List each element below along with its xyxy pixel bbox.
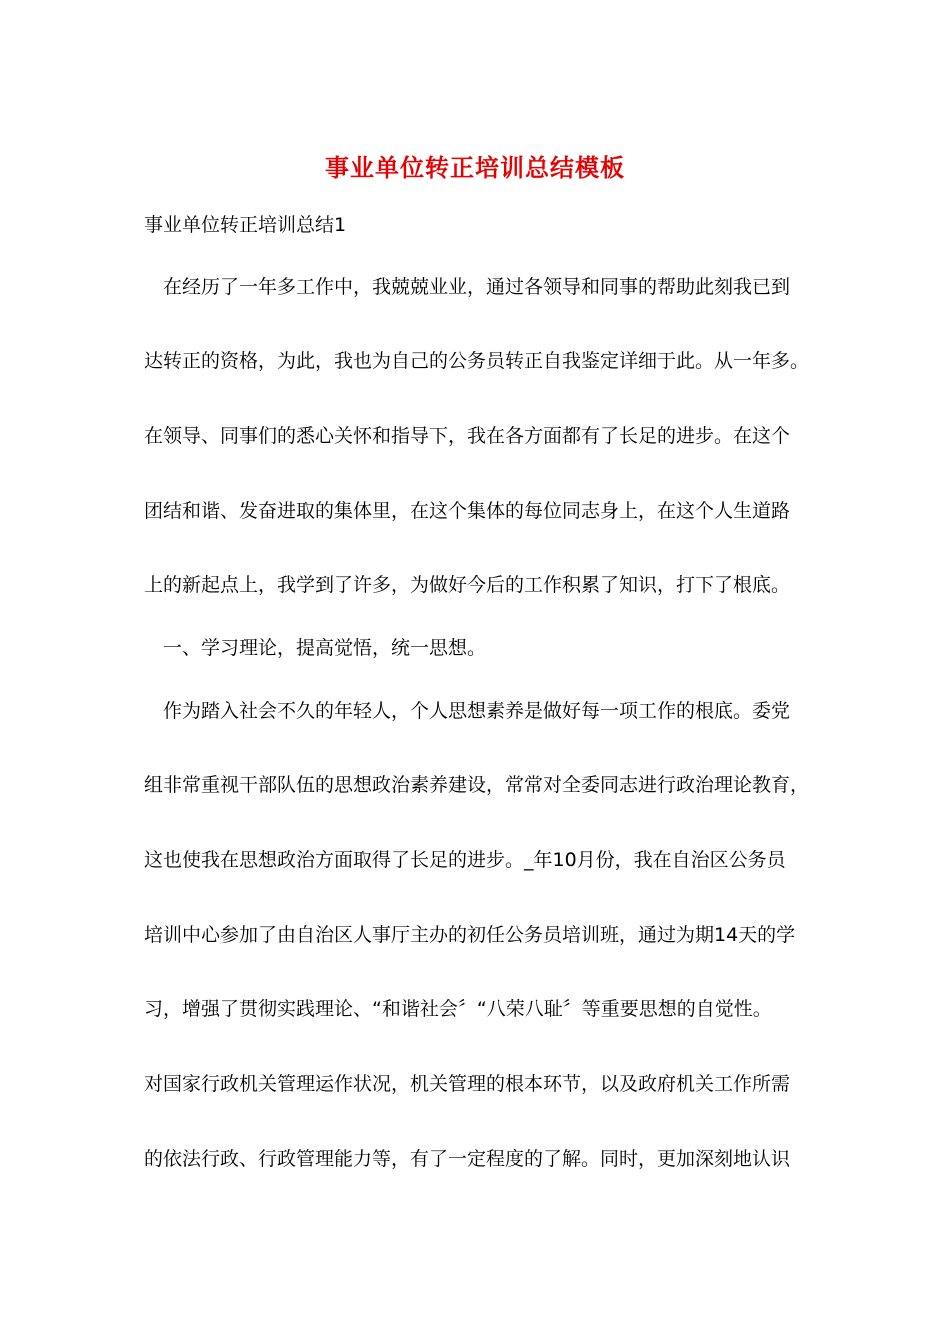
body-line-3: 在领导、同事们的悉心关怀和指导下，我在各方面都有了长足的进步。在这个 (144, 425, 791, 447)
body-line-11: 对国家行政机关管理运作状况，机关管理的根本环节，以及政府机关工作所需 (144, 1073, 791, 1095)
body-line-5: 上的新起点上，我学到了许多，为做好今后的工作积累了知识，打下了根底。 (144, 574, 791, 596)
body-line-7: 组非常重视干部队伍的思想政治素养建设，常常对全委同志进行政治理论教育， (144, 774, 810, 796)
body-line-4: 团结和谐、发奋进取的集体里，在这个集体的每位同志身上，在这个人生道路 (144, 500, 791, 522)
body-line-2: 达转正的资格，为此，我也为自己的公务员转正自我鉴定详细于此。从一年多。 (144, 350, 810, 372)
section-heading-1: 一、学习理论，提高觉悟，统一思想。 (163, 637, 487, 659)
body-line-10: 习，增强了贯彻实践理论、“和谐社会〞“八荣八耻〞等重要思想的自觉性。 (144, 998, 772, 1020)
body-line-9: 培训中心参加了由自治区人事厅主办的初任公务员培训班，通过为期14天的学 (144, 924, 796, 946)
section-subtitle: 事业单位转正培训总结1 (144, 214, 347, 236)
body-line-6: 作为踏入社会不久的年轻人，个人思想素养是做好每一项工作的根底。委党 (163, 700, 791, 722)
body-line-12: 的依法行政、行政管理能力等，有了一定程度的了解。同时，更加深刻地认识 (144, 1148, 791, 1170)
body-line-1: 在经历了一年多工作中，我兢兢业业，通过各领导和同事的帮助此刻我已到 (163, 276, 791, 298)
document-title: 事业单位转正培训总结模板 (325, 153, 625, 182)
body-line-8: 这也使我在思想政治方面取得了长足的进步。_年10月份，我在自治区公务员 (144, 849, 786, 871)
